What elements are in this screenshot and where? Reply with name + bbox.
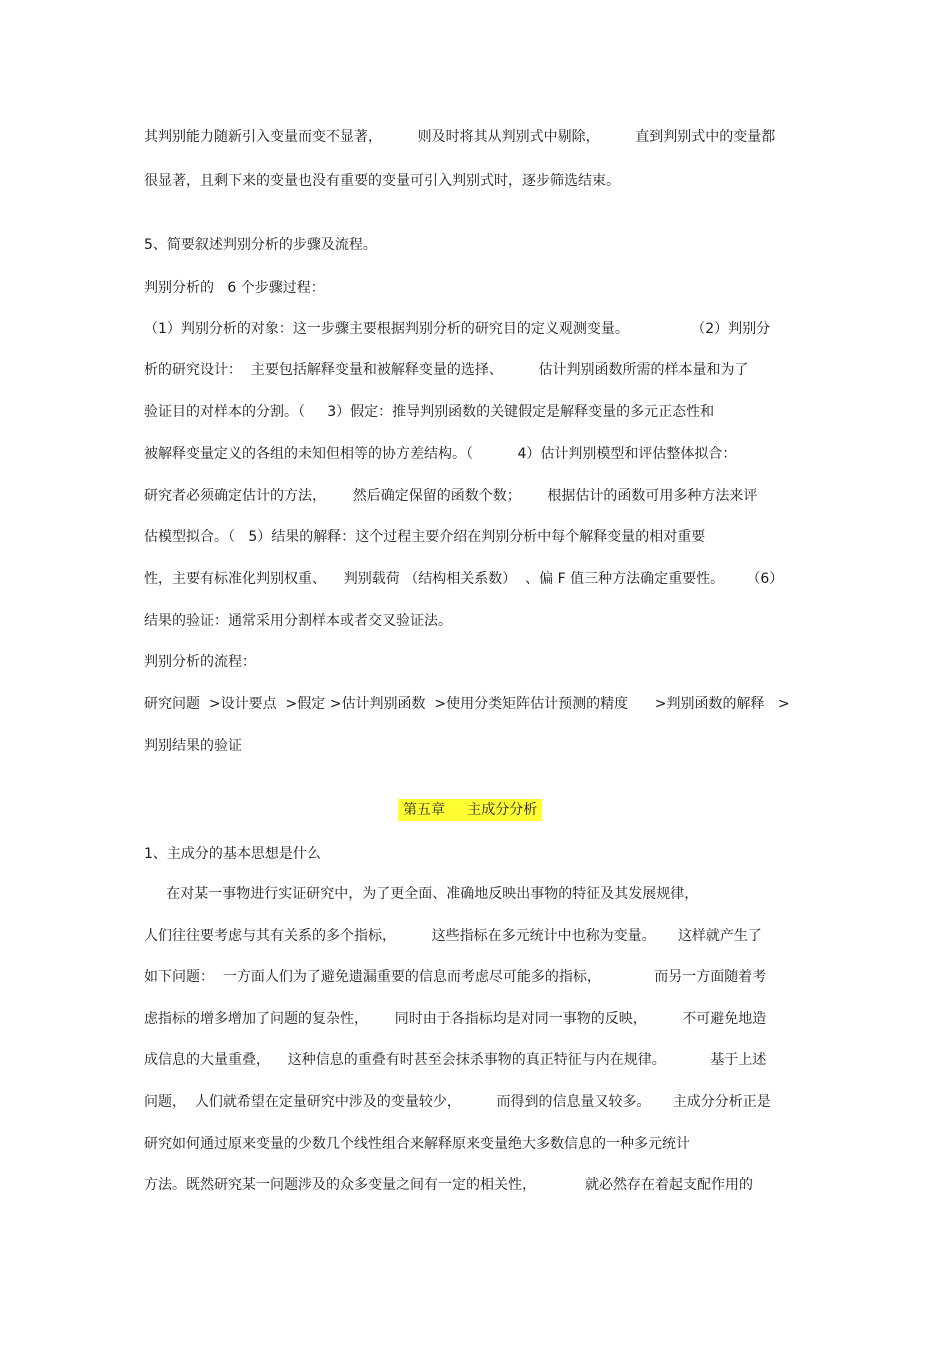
body-text-line: 结果的验证：通常采用分割样本或者交叉验证法。 (144, 613, 452, 629)
body-text-line: （1）判别分析的对象：这一步骤主要根据判别分析的研究目的定义观测变量。 （2）判别分 (144, 321, 771, 337)
body-text-line: 如下问题： 一方面人们为了避免遗漏重要的信息而考虑尽可能多的指标， 而另一方面随着考 (144, 969, 767, 985)
body-text-line: 研究者必须确定估计的方法， 然后确定保留的函数个数； 根据估计的函数可用多种方法来评 (144, 488, 758, 504)
body-text-line: 成信息的大量重叠， 这种信息的重叠有时甚至会抹杀事物的真正特征与内在规律。 基于上述 (144, 1052, 767, 1068)
body-text-line: 人们往往要考虑与其有关系的多个指标， 这些指标在多元统计中也称为变量。 这样就产生了 (144, 928, 762, 944)
body-text-line: 被解释变量定义的各组的未知但相等的协方差结构。（ 4）估计判别模型和评估整体拟合： (144, 446, 737, 462)
body-text-line: 研究如何通过原来变量的少数几个线性组合来解释原来变量绝大多数信息的一种多元统计 (144, 1136, 690, 1152)
body-text-line: 性，主要有标准化判别权重、 判别载荷 （结构相关系数） 、偏 F 值三种方法确定重要性。 （6） (144, 571, 784, 587)
body-text-line: 其判别能力随新引入变量而变不显著， 则及时将其从判别式中剔除， 直到判别式中的变量都 (144, 129, 776, 145)
flow-intro: 判别分析的流程： (144, 654, 256, 670)
question-title: 5、简要叙述判别分析的步骤及流程。 (144, 237, 377, 253)
body-text-line: 方法。既然研究某一问题涉及的众多变量之间有一定的相关性， 就必然存在着起支配作用的 (144, 1177, 753, 1193)
steps-intro: 判别分析的 6 个步骤过程： (144, 280, 325, 296)
body-text-line: 估模型拟合。（ 5）结果的解释：这个过程主要介绍在判别分析中每个解释变量的相对重要 (144, 529, 706, 545)
body-text-line: 问题， 人们就希望在定量研究中涉及的变量较少， 而得到的信息量又较多。 主成分分析正是 (144, 1094, 771, 1110)
body-text-line: 虑指标的增多增加了问题的复杂性， 同时由于各指标均是对同一事物的反映， 不可避免地造 (144, 1011, 767, 1027)
body-text-line: 在对某一事物进行实证研究中，为了更全面、准确地反映出事物的特征及其发展规律， (144, 886, 699, 902)
body-text-line: 析的研究设计： 主要包括解释变量和被解释变量的选择、 估计判别函数所需的样本量和为了 (144, 362, 749, 378)
body-text-line: 验证目的对样本的分割。（ 3）假定：推导判别函数的关键假定是解释变量的多元正态性和 (144, 404, 715, 420)
body-text-line: 很显著，且剩下来的变量也没有重要的变量可引入判别式时，逐步筛选结束。 (144, 173, 620, 189)
question-title: 1、主成分的基本思想是什么 (144, 846, 321, 862)
chapter-heading: 第五章 主成分分析 (398, 799, 542, 821)
flow-text-line: 研究问题 >设计要点 >假定 >估计判别函数 >使用分类矩阵估计预测的精度 >判别函数的解释 > (144, 696, 790, 712)
flow-text-line: 判别结果的验证 (144, 738, 242, 754)
